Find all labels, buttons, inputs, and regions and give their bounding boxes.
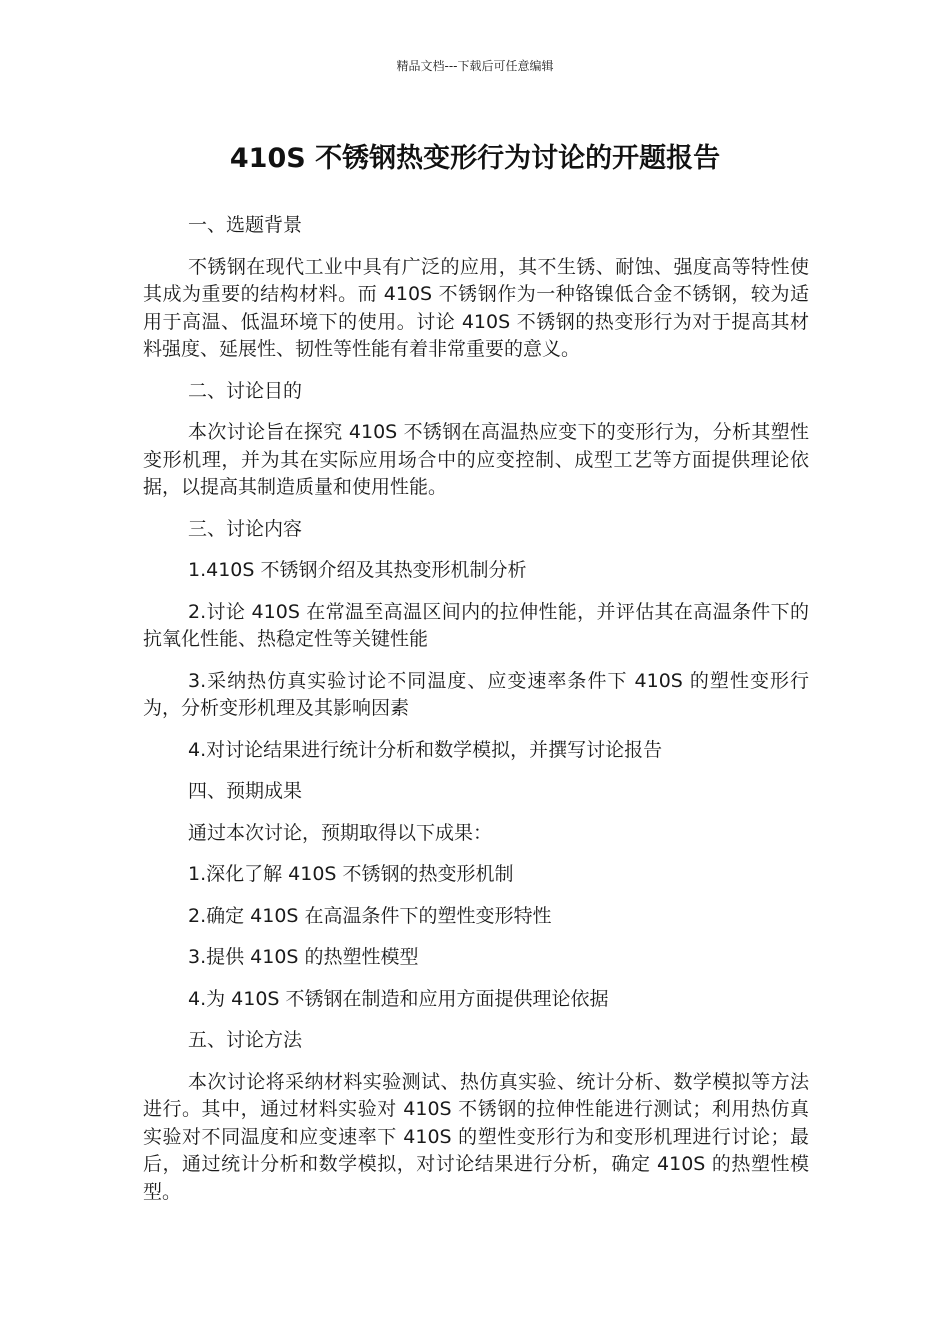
- section-heading-background: 一、选题背景: [188, 214, 303, 236]
- section-heading-results: 四、预期成果: [188, 780, 303, 802]
- document-title: 410S 不锈钢热变形行为讨论的开题报告: [229, 143, 721, 174]
- content-item-1: 1.410S 不锈钢介绍及其热变形机制分析: [188, 559, 527, 581]
- results-intro: 通过本次讨论，预期取得以下成果：: [188, 821, 493, 844]
- content-item-4: 4.对讨论结果进行统计分析和数学模拟，并撰写讨论报告: [188, 738, 663, 761]
- document-body: [143, 212, 809, 1220]
- content-item-2: 2.讨论 410S 在常温至高温区间内的拉伸性能，并评估其在高温条件下的抗氧化性能、热稳定性等关键性能: [143, 600, 809, 650]
- results-item-2: 2.确定 410S 在高温条件下的塑性变形特性: [188, 904, 552, 927]
- paragraph-background: 不锈钢在现代工业中具有广泛的应用，其不生锈、耐蚀、强度高等特性使其成为重要的结构材料。而 410S 不锈钢作为一种铬镍低合金不锈钢，较为适用于高温、低温环境下的使用。讨论 410S 不锈钢的热变形行为对于提高其材料强度、延展性、韧性等性能有着非常重要的意义。: [143, 255, 809, 360]
- section-heading-methods: 五、讨论方法: [188, 1029, 303, 1051]
- results-item-1: 1.深化了解 410S 不锈钢的热变形机制: [188, 863, 514, 885]
- section-heading-content: 三、讨论内容: [188, 517, 303, 540]
- page-header-note: 精品文档---下载后可任意编辑: [396, 59, 554, 73]
- section-heading-purpose: 二、讨论目的: [188, 379, 303, 402]
- results-item-4: 4.为 410S 不锈钢在制造和应用方面提供理论依据: [188, 987, 609, 1010]
- paragraph-purpose: 本次讨论旨在探究 410S 不锈钢在高温热应变下的变形行为，分析其塑性变形机理，并为其在实际应用场合中的应变控制、成型工艺等方面提供理论依据，以提高其制造质量和使用性能。: [143, 421, 809, 498]
- paragraph-methods: 本次讨论将采纳材料实验测试、热仿真实验、统计分析、数学模拟等方法进行。其中，通过材料实验对 410S 不锈钢的拉伸性能进行测试；利用热仿真实验对不同温度和应变速率下 410S 的塑性变形行为和变形机理进行讨论；最后，通过统计分析和数学模拟，对讨论结果进行分析，确定 410S 的热塑性模型。: [143, 1070, 809, 1203]
- results-item-3: 3.提供 410S 的热塑性模型: [188, 946, 419, 968]
- content-item-3: 3.采纳热仿真实验讨论不同温度、应变速率条件下 410S 的塑性变形行为，分析变形机理及其影响因素: [143, 669, 809, 719]
